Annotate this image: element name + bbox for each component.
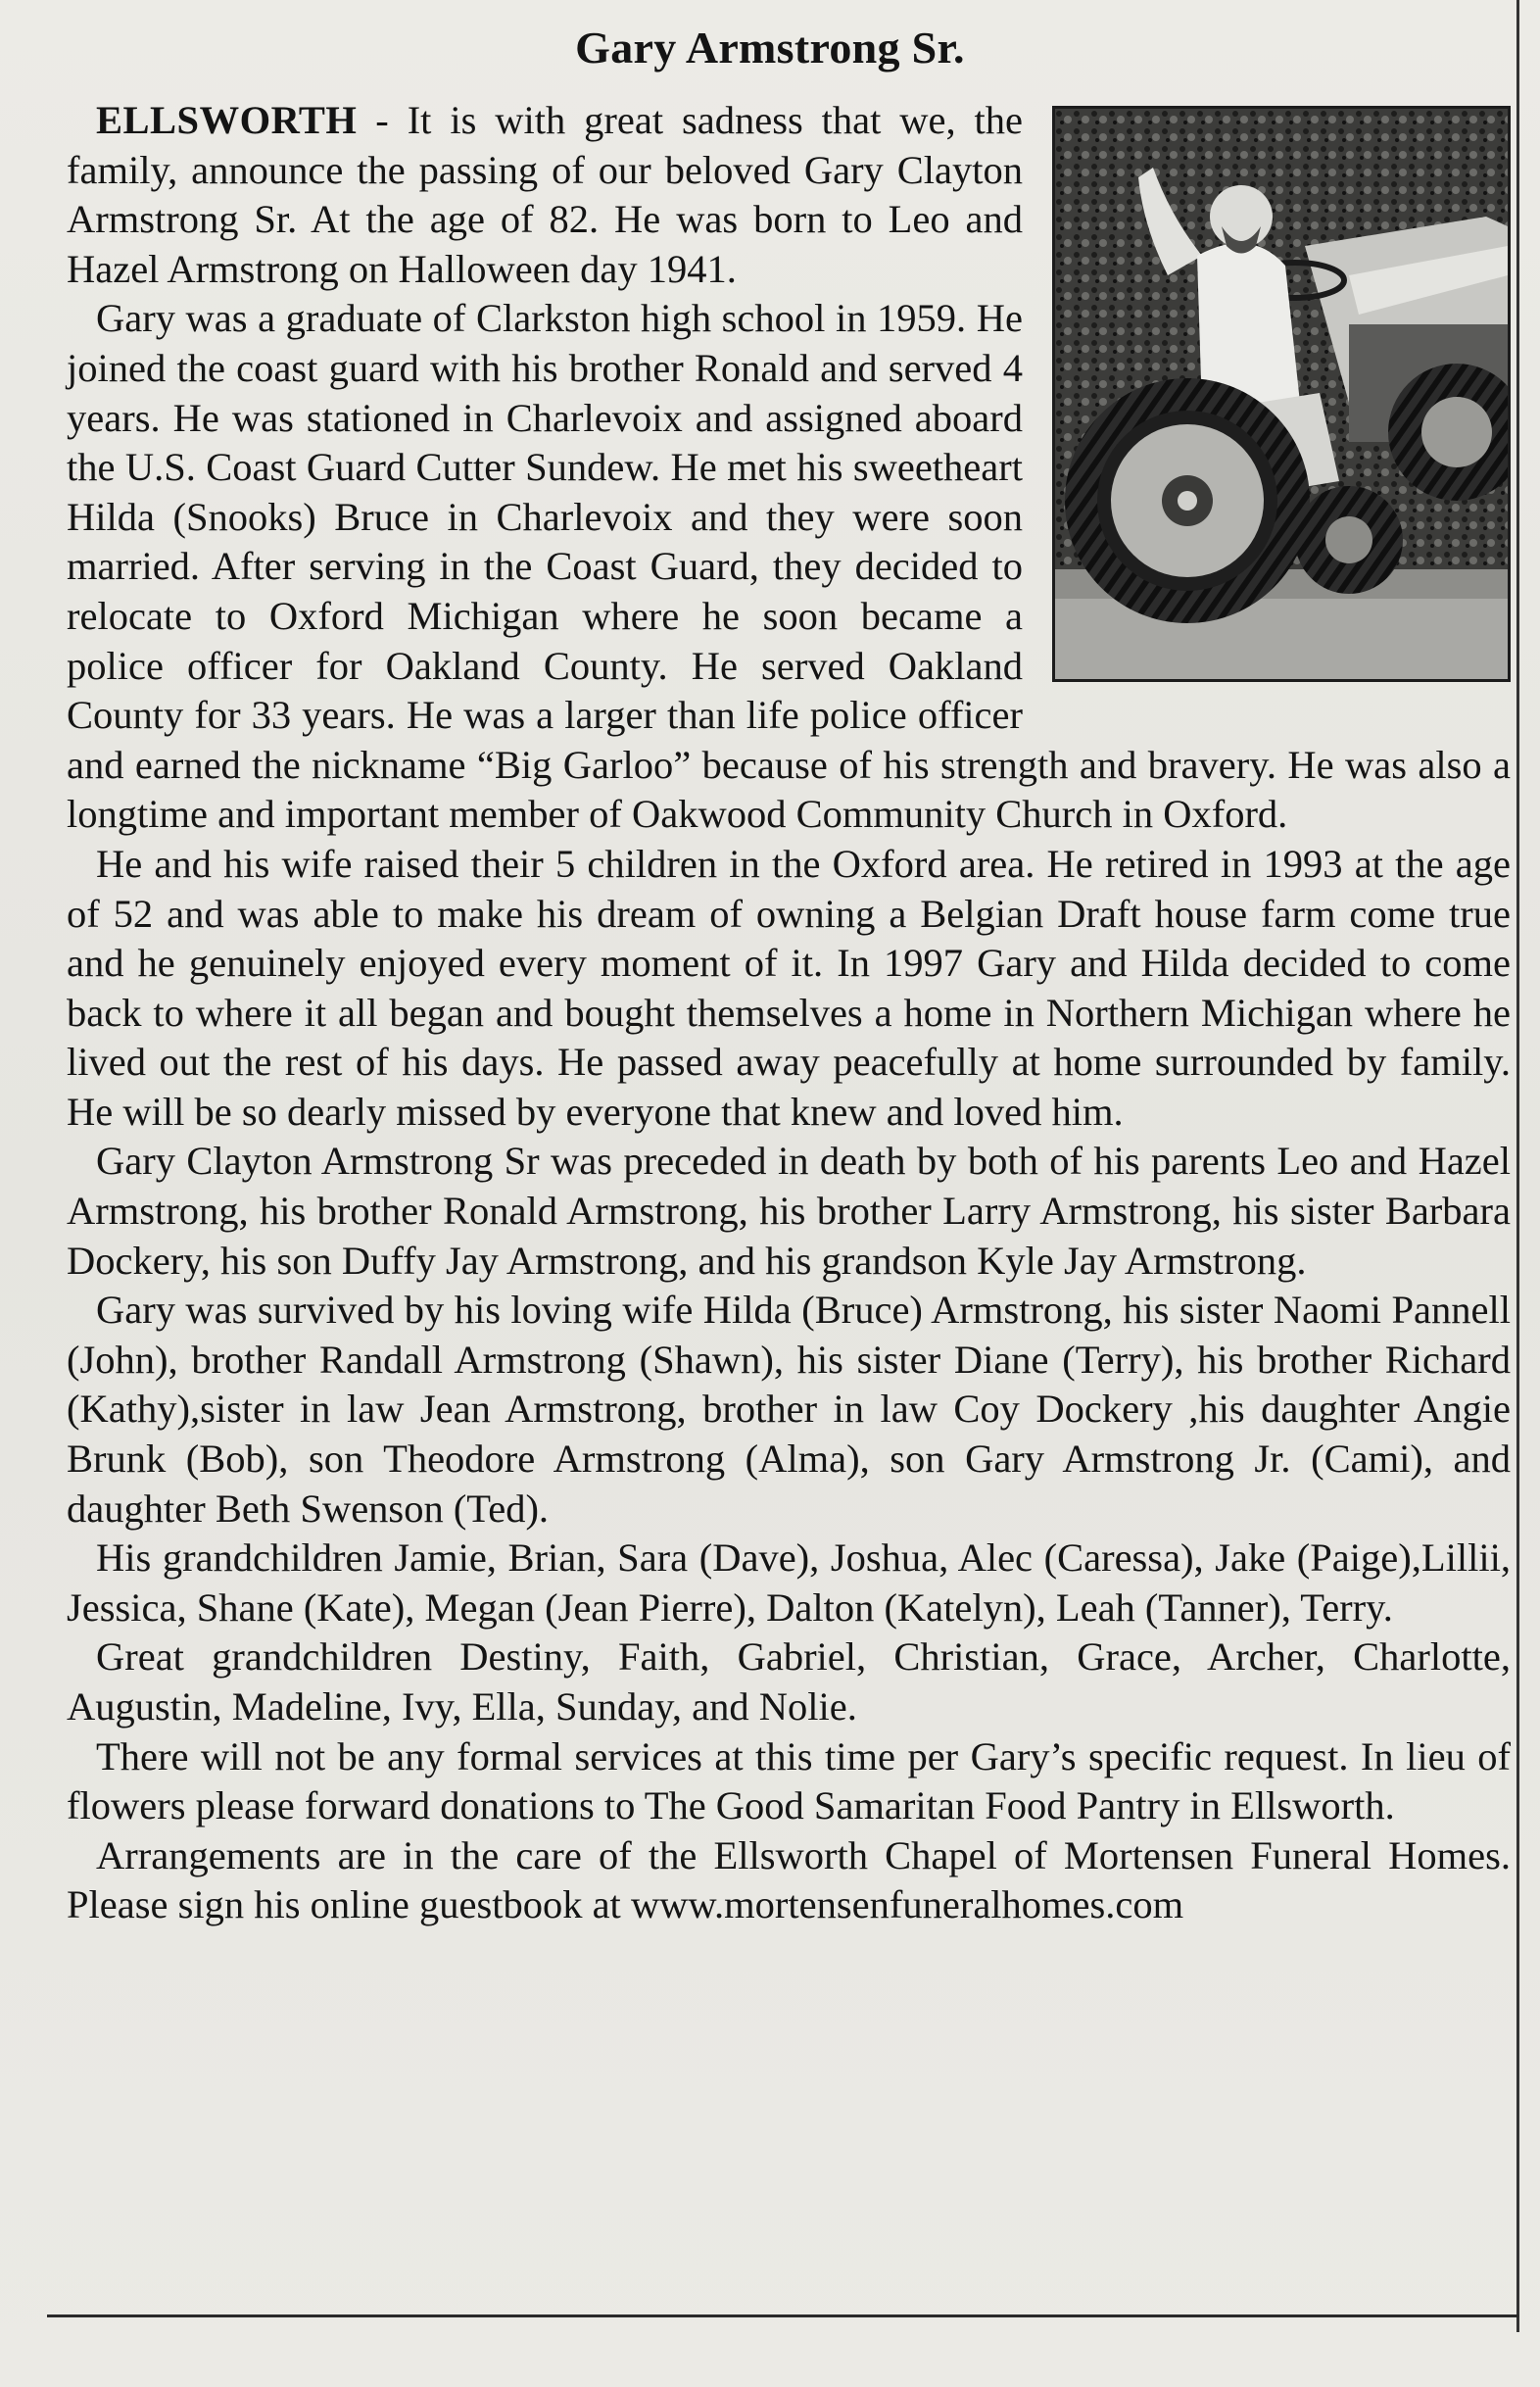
paragraph-grandchildren: His grandchildren Jamie, Brian, Sara (Dave), Joshua, Alec (Caressa), Jake (Paige),Lillii, Jessica, Shane (Kate), Megan (Jean Pierre), Dalton (Katelyn), Leah (Tanner), Terry.	[67, 1535, 1511, 1630]
paragraph-preceded: Gary Clayton Armstrong Sr was preceded in death by both of his parents Leo and Hazel Armstrong, his brother Ronald Armstrong, his brother Larry Armstrong, his sister Barbara Dockery, his son Duffy Jay Armstrong, and his grandson Kyle Jay Armstrong.	[67, 1139, 1511, 1283]
dateline: ELLSWORTH	[96, 98, 358, 142]
paragraph-services: There will not be any formal services at this time per Gary’s specific request. In lieu of flowers please forward donations to The Good Samaritan Food Pantry in Ellsworth.	[67, 1733, 1511, 1828]
paragraph-retirement: He and his wife raised their 5 children in the Oxford area. He retired in 1993 at the age of 52 and was able to make his dream of owning a Belgian Draft house farm come true and he genuinely enjoyed every moment of it. In 1997 Gary and Hilda decided to come back to where it all began and bought themselves a home in Northern Michigan where he lived out the rest of his days. He passed away peacefully at home surrounded by family. He will be so dearly missed by everyone that knew and loved him.	[67, 841, 1511, 1134]
bottom-rule	[47, 2314, 1518, 2317]
paragraph-great-grandchildren: Great grandchildren Destiny, Faith, Gabriel, Christian, Grace, Archer, Charlotte, Augustin, Madeline, Ivy, Ella, Sunday, and Nolie.	[67, 1634, 1511, 1729]
column-rule	[1516, 0, 1519, 2332]
obituary-body	[67, 96, 1511, 1930]
paragraph-arrangements: Arrangements are in the care of the Ellsworth Chapel of Mortensen Funeral Homes. Please sign his online guestbook at www.mortensenfuneralhomes.com	[67, 1832, 1511, 1927]
photo-float-spacer	[1023, 96, 1511, 692]
obituary-title: Gary Armstrong Sr.	[575, 23, 965, 73]
paragraph-career: Gary was a graduate of Clarkston high school in 1959. He joined the coast guard with his brother Ronald and served 4 years. He was stationed in Charlevoix and assigned aboard the U.S. Coast Guard Cutter Sundew. He met his sweetheart Hilda (Snooks) Bruce in Charlevoix and they were soon married. After serving in the Coast Guard, they decided to relocate to Oxford Michigan where he soon became a police officer for Oakland County. He served Oakland County for 33 years. He was a larger than life police officer and earned the nickname “Big Garloo” because of his strength and bravery. He was also a longtime and important member of Oakwood Community Church in Oxford.	[67, 296, 1511, 837]
paragraph-survived: Gary was survived by his loving wife Hilda (Bruce) Armstrong, his sister Naomi Pannell (John), brother Randall Armstrong (Shawn), his sister Diane (Terry), his brother Richard (Kathy),sister in law Jean Armstrong, brother in law Coy Dockery ,his daughter Angie Brunk (Bob), son Theodore Armstrong (Alma), son Gary Armstrong Jr. (Cami), and daughter Beth Swenson (Ted).	[67, 1288, 1511, 1531]
paragraph-intro-text: - It is with great sadness that we, the family, announce the passing of our beloved Gary Clayton Armstrong Sr. At the age of 82. He was born to Leo and Hazel Armstrong on Halloween day 1941.	[67, 98, 1023, 291]
